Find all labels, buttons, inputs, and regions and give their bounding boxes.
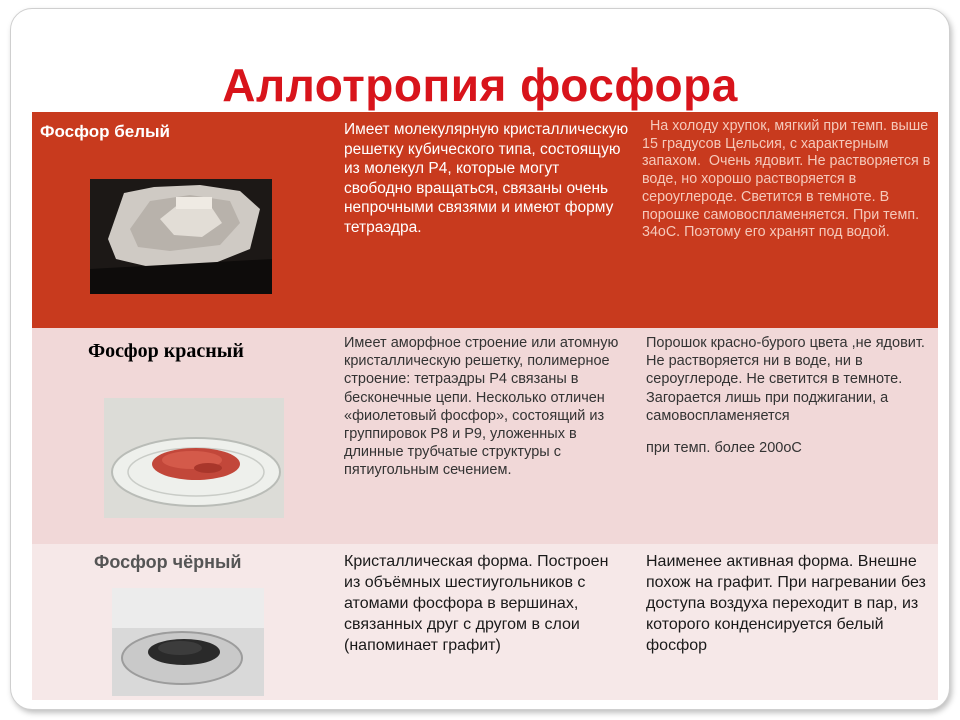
structure-cell (334, 544, 636, 700)
structure-cell (334, 328, 636, 544)
slide-title: Аллотропия фосфора (222, 59, 738, 111)
white-phosphorus-properties: На холоду хрупок, мягкий при темп. выше 15 градусов Цельсия, с характерным запахом. Очень ядовит. Не растворяется в воде, но хорошо растворяется в сероуглероде. Светится в темноте. В порошке самовоспламеняется. При темп. 34оС. Поэтому его хранят под водой. (642, 118, 935, 241)
row-white-phosphorus (32, 112, 938, 328)
structure-cell (334, 112, 636, 328)
black-phosphorus-photo (112, 588, 264, 696)
properties-cell (636, 112, 938, 328)
black-phosphorus-properties: Наименее активная форма. Внешне похож на графит. При нагревании без доступа воздуха переходит в пар, из которого конденсируется белый фосфор (646, 553, 926, 654)
allotropes-table (32, 112, 938, 700)
properties-cell (636, 544, 938, 700)
red-phosphorus-structure: Имеет аморфное строение или атомную кристаллическую решетку, полимерное строение: тетраэдры Р4 связаны в бесконечные цепи. Несколько отличен «фиолетовый фосфор», состоящий из группировок Р8 и Р9, уложенных в длинные трубчатые структуры с пятиугольным сечением. (344, 335, 619, 479)
white-phosphorus-name: Фосфор белый (40, 122, 170, 141)
white-phosphorus-structure: Имеет молекулярную кристаллическую решетку кубического типа, состоящую из молекул Р4, которые могут свободно вращаться, связаны очень непрочными связями и имеют форму тетраэдра. (344, 121, 629, 236)
name-cell (32, 544, 334, 700)
red-phosphorus-name: Фосфор красный (88, 340, 244, 362)
row-black-phosphorus (32, 544, 938, 700)
red-phosphorus-photo (104, 398, 284, 518)
row-red-phosphorus (32, 328, 938, 544)
red-phosphorus-properties (646, 334, 936, 457)
red-phosphorus-properties-text: Порошок красно-бурого цвета ,не ядовит. Не растворяется ни в воде, ни в сероуглероде. Не светится в темноте. Загорается лишь при поджигании, а самовоспламеняется (646, 335, 925, 424)
name-cell (32, 328, 334, 544)
properties-cell (636, 328, 938, 544)
white-phosphorus-photo (90, 179, 272, 294)
black-phosphorus-structure: Кристаллическая форма. Построен из объёмных шестиугольников с атомами фосфора в вершинах, связанных друг с другом в слои (напоминает графит) (344, 553, 609, 654)
name-cell (32, 112, 334, 328)
red-phosphorus-ignition-temp: при темп. более 200оС (646, 440, 802, 457)
black-phosphorus-name: Фосфор чёрный (94, 552, 242, 572)
